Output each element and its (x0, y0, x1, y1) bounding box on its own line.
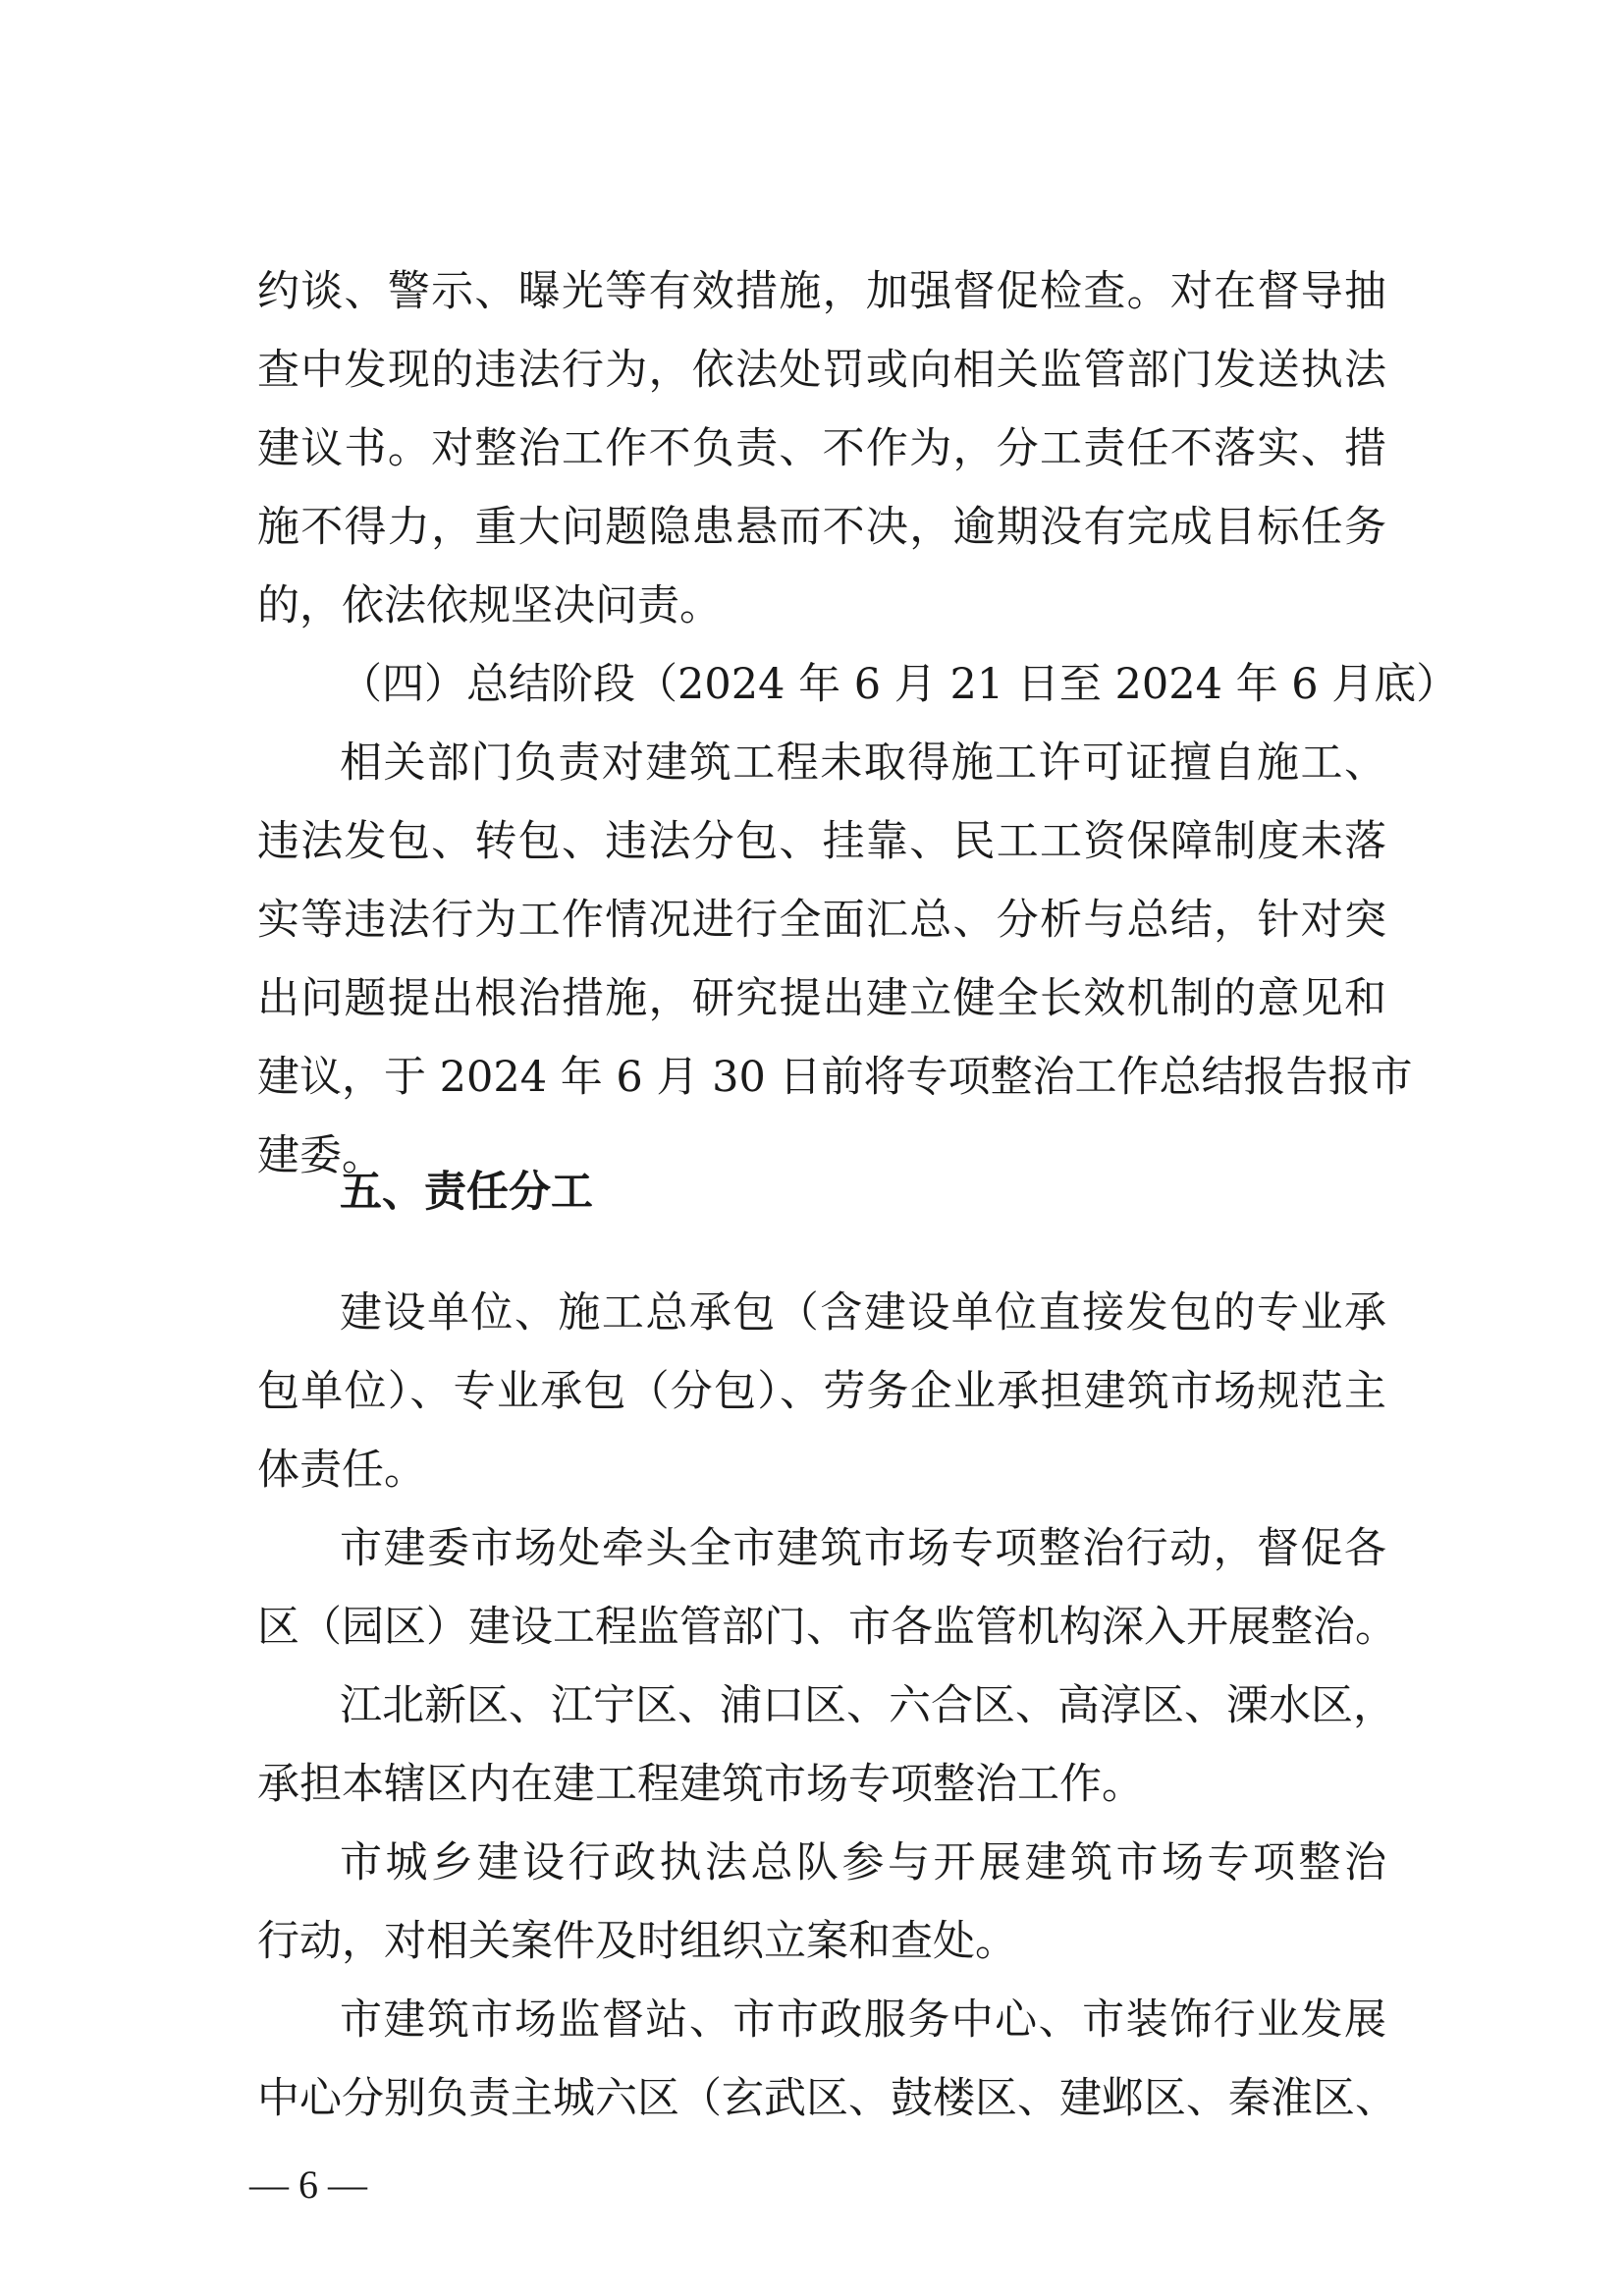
paragraph-line: 区（园区）建设工程监管部门、市各监管机构深入开展整治。 (257, 1603, 1397, 1652)
paragraph-line: 建议书。对整治工作不负责、不作为，分工责任不落实、措 (257, 424, 1386, 473)
paragraph-line: 建委。 (257, 1131, 384, 1180)
paragraph-line: 中心分别负责主城六区（玄武区、鼓楼区、建邺区、秦淮区、 (257, 2074, 1397, 2123)
paragraph-line: 约谈、警示、曝光等有效措施，加强督促检查。对在督导抽 (257, 267, 1386, 316)
paragraph-line: 出问题提出根治措施，研究提出建立健全长效机制的意见和 (257, 974, 1386, 1023)
section-subheading: （四）总结阶段（2024 年 6 月 21 日至 2024 年 6 月底） (340, 660, 1459, 709)
paragraph-line: 施不得力，重大问题隐患悬而不决，逾期没有完成目标任务 (257, 503, 1386, 552)
paragraph-line: 违法发包、转包、违法分包、挂靠、民工工资保障制度未落 (257, 817, 1386, 866)
paragraph-line: 行动，对相关案件及时组织立案和查处。 (257, 1917, 1017, 1966)
paragraph-line: 承担本辖区内在建工程建筑市场专项整治工作。 (257, 1760, 1144, 1809)
paragraph-line: 市建委市场处牵头全市建筑市场专项整治行动，督促各 (340, 1524, 1386, 1573)
paragraph-line: 市建筑市场监督站、市市政服务中心、市装饰行业发展 (340, 1995, 1386, 2045)
paragraph-line: 体责任。 (257, 1446, 426, 1495)
section-heading: 五、责任分工 (340, 1168, 593, 1217)
paragraph-line: 建议，于 2024 年 6 月 30 日前将专项整治工作总结报告报市 (257, 1053, 1413, 1102)
paragraph-line: 查中发现的违法行为，依法处罚或向相关监管部门发送执法 (257, 346, 1386, 395)
paragraph-line: 实等违法行为工作情况进行全面汇总、分析与总结，针对突 (257, 896, 1386, 945)
paragraph-line: 江北新区、江宁区、浦口区、六合区、高淳区、溧水区， (340, 1681, 1395, 1730)
paragraph-line: 相关部门负责对建筑工程未取得施工许可证擅自施工、 (340, 738, 1386, 788)
paragraph-line: 建设单位、施工总承包（含建设单位直接发包的专业承 (340, 1288, 1386, 1338)
paragraph-line: 的，依法依规坚决问责。 (257, 581, 722, 630)
paragraph-line: 包单位）、专业承包（分包）、劳务企业承担建筑市场规范主 (257, 1367, 1386, 1416)
page-number: — 6 — (249, 2162, 367, 2207)
paragraph-line: 市城乡建设行政执法总队参与开展建筑市场专项整治 (340, 1838, 1386, 1887)
